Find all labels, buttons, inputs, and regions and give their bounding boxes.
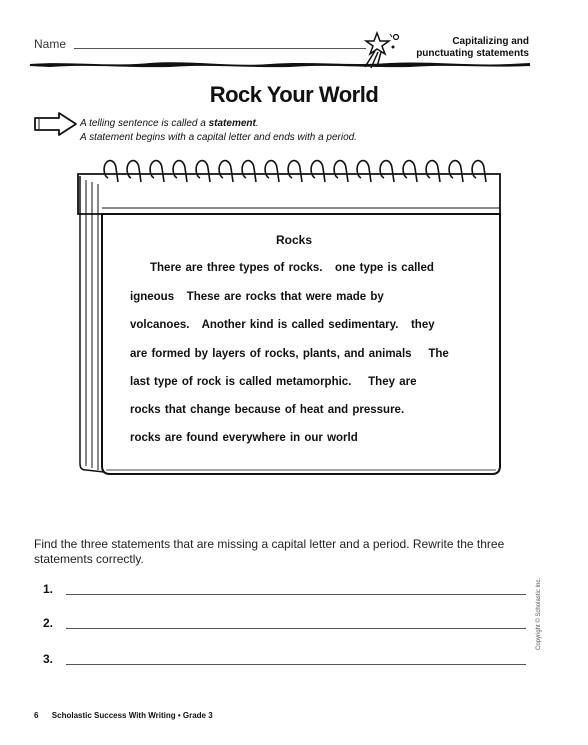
- answer-number: 3.: [43, 652, 54, 666]
- page-title: Rock Your World: [209, 82, 379, 107]
- copyright-notice: Copyright © Scholastic Inc.: [536, 577, 542, 650]
- notebook-line: rocks are found everywhere in our world: [130, 432, 358, 444]
- page-number: 6: [34, 711, 39, 720]
- answer-line-1[interactable]: [66, 594, 526, 595]
- notebook-line: igneous These are rocks that were made by: [130, 291, 384, 303]
- notebook-line: rocks that change because of heat and pressure.: [130, 404, 405, 416]
- arrow-icon: [33, 111, 78, 137]
- notebook-line: last type of rock is called metamorphic. They are: [130, 376, 417, 388]
- notebook-illustration: [74, 152, 504, 480]
- notebook-heading: Rocks: [275, 233, 313, 247]
- notebook-line: There are three types of rocks. one type is called: [150, 262, 434, 274]
- topic-label: Capitalizing and punctuating statements: [416, 36, 529, 59]
- rule-text: A telling sentence is called a statement. A statement begins with a capital letter and ends with a period.: [80, 118, 358, 143]
- page-footer: [34, 711, 213, 720]
- instructions: Find the three statements that are missing a capital letter and a period. Rewrite the three statements correctly.: [34, 537, 505, 566]
- book-title: Scholastic Success With Writing • Grade 3: [51, 711, 213, 720]
- header-divider: [30, 60, 530, 68]
- answer-number: 2.: [43, 616, 54, 630]
- answer-number: 1.: [43, 582, 54, 596]
- name-label: Name: [34, 37, 67, 51]
- answer-line-3[interactable]: [66, 664, 526, 665]
- notebook-line: are formed by layers of rocks, plants, and animals The: [130, 348, 449, 360]
- answer-line-2[interactable]: [66, 628, 526, 629]
- notebook-line: volcanoes. Another kind is called sedimentary. they: [130, 319, 435, 331]
- name-line[interactable]: [74, 48, 366, 49]
